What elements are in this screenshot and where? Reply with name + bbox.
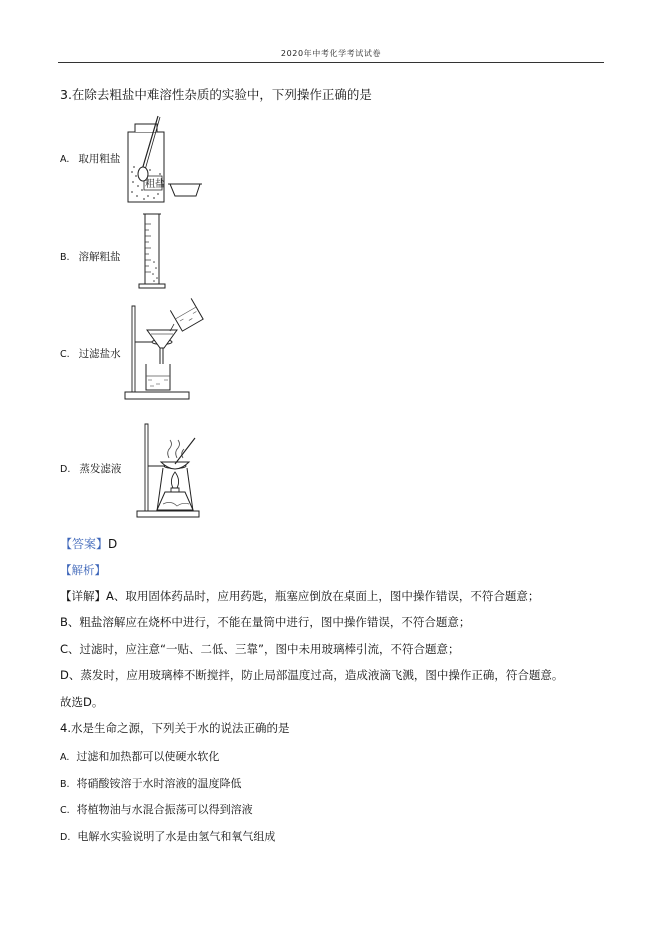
bottle-label: 粗盐 — [145, 179, 165, 190]
option-a-text: 取用粗盐 — [78, 153, 121, 165]
option-b-letter: B. — [60, 252, 70, 263]
option-b-text: 溶解粗盐 — [78, 251, 121, 263]
q4-option-b-text: 将硝酸铵溶于水时溶液的温度降低 — [76, 777, 242, 790]
option-c — [60, 346, 121, 361]
detail-tag: 【详解】 — [60, 589, 106, 603]
page-header-title: 2020年中考化学考试试卷 — [280, 49, 382, 58]
option-a — [60, 151, 120, 166]
q4-option-b — [60, 775, 242, 791]
q4-option-a-letter: A. — [60, 752, 70, 763]
bottle-spoon-dish-icon — [120, 110, 210, 205]
option-c-text: 过滤盐水 — [78, 348, 121, 360]
conclusion: 故选D。 — [60, 695, 104, 709]
explanation-b: B、粗盐溶解应在烧杯中进行，不能在量筒中进行，图中操作错误，不符合题意； — [60, 615, 471, 629]
option-d-text: 蒸发滤液 — [79, 463, 122, 475]
question-3-stem: 3.在除去粗盐中难溶性杂质的实验中，下列操作正确的是 — [60, 87, 372, 102]
q4-option-d-text: 电解水实验说明了水是由氢气和氧气组成 — [77, 830, 276, 843]
explanation-a-text: A、取用固体药品时，应用药匙，瓶塞应倒放在桌面上，图中操作错误，不符合题意； — [106, 589, 540, 603]
graduated-cylinder-icon — [135, 212, 175, 292]
q4-option-c-text: 将植物油与水混合振荡可以得到溶液 — [76, 803, 253, 816]
option-d — [60, 461, 121, 476]
explanation-c: C、过滤时，应注意“一贴、二低、三靠”，图中未用玻璃棒引流，不符合题意； — [60, 642, 460, 656]
question-4-stem: 4.水是生命之源，下列关于水的说法正确的是 — [60, 721, 290, 735]
q4-option-b-letter: B. — [60, 779, 70, 790]
analysis-tag: 【解析】 — [60, 563, 106, 577]
option-a-letter: A. — [60, 154, 70, 165]
q4-option-c — [60, 801, 253, 817]
answer-tag: 【答案】 — [60, 537, 109, 551]
q4-option-d — [60, 828, 275, 844]
header-divider — [58, 62, 604, 63]
option-c-letter: C. — [60, 349, 70, 360]
explanation-a — [60, 588, 539, 604]
q4-option-a-text: 过滤和加热都可以使硬水软化 — [76, 750, 220, 763]
evaporation-apparatus-icon — [135, 418, 215, 523]
q4-option-a — [60, 748, 219, 764]
q4-option-d-letter: D. — [60, 832, 71, 843]
option-b — [60, 249, 121, 264]
q4-option-c-letter: C. — [60, 805, 70, 816]
option-d-letter: D. — [60, 464, 71, 475]
filtration-apparatus-icon — [122, 300, 217, 405]
answer-value: D — [108, 537, 118, 551]
explanation-d: D、蒸发时，应用玻璃棒不断搅拌，防止局部温度过高，造成液滴飞溅，图中操作正确，符合题意。 — [60, 668, 564, 682]
answer-line — [60, 535, 117, 552]
